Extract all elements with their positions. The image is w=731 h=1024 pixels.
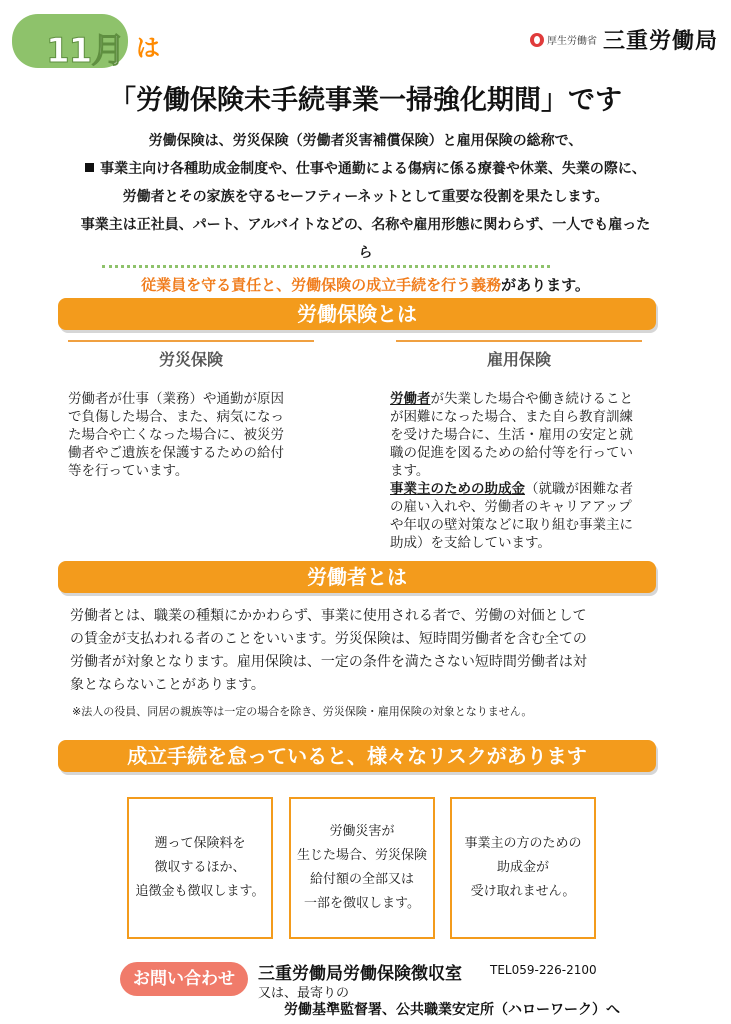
risk-line: 徴収するほか、 <box>154 860 246 875</box>
intro-line-4: 事業主は正社員、パート、アルバイトなどの、名称や雇用形態に関わらず、一人でも雇った <box>80 217 651 233</box>
month-badge-suffix: は <box>136 34 160 62</box>
bureau-name: 三重労働局 <box>603 29 719 54</box>
left-column-line: 等を行っています。 <box>68 463 189 479</box>
contact-badge: お問い合わせ <box>120 962 248 996</box>
right-column-line: が困難になった場合、また自ら教育訓練 <box>390 409 633 425</box>
risk-line: 事業主の方のための <box>464 836 582 851</box>
page-title: 「労働保険未手続事業一掃強化期間」です <box>109 85 622 116</box>
right-column-rule <box>396 340 642 342</box>
risk-line: 助成金が <box>496 860 549 875</box>
contact-phone: TEL059-226-2100 <box>490 963 597 977</box>
dotted-divider <box>102 265 550 268</box>
left-column-line: 労働者が仕事（業務）や通勤が原因 <box>68 391 284 407</box>
right-column-text <box>390 390 660 552</box>
duty-highlight: 従業員を守る責任と、労働保険の成立手続を行う義務 <box>141 276 502 294</box>
intro-line-2 <box>0 158 731 178</box>
ministry-logo-block <box>530 24 718 55</box>
underlined-term: 事業主のための助成金 <box>390 481 525 497</box>
intro-line-3: 労働者とその家族を守るセーフティーネットとして重要な役割を果たします。 <box>122 189 609 205</box>
left-column-heading: 労災保険 <box>158 350 223 369</box>
right-column-line: ます。 <box>390 463 430 479</box>
workers-line: 労働者とは、職業の種類にかかわらず、事業に使用される者で、労働の対価として <box>70 608 587 624</box>
risk-box <box>127 797 273 939</box>
right-column-line <box>390 390 660 408</box>
right-column-line: や年収の壁対策などに取り組む事業主に <box>390 517 633 533</box>
footnote: ※法人の役員、同居の親族等は一定の場合を除き、労災保険・雇用保険の対象となりません。 <box>72 705 533 718</box>
workers-line: の賃金が支払われる者のことをいいます。労災保険は、短時間労働者を含む全ての <box>70 631 587 647</box>
section-heading-labor-insurance: 労働保険とは <box>58 298 656 330</box>
section-heading-risks: 成立手続を怠っていると、様々なリスクがあります <box>58 740 656 772</box>
section-heading-workers: 労働者とは <box>58 561 656 593</box>
underlined-term: 労働者 <box>390 391 431 407</box>
left-column-line: た場合や亡くなった場合に、被災労 <box>68 427 284 443</box>
workers-definition <box>70 605 670 697</box>
month-badge-text: 11月 <box>46 31 125 71</box>
risk-box <box>450 797 596 939</box>
risk-line: 追徴金も徴収します。 <box>135 884 265 899</box>
intro-line-1: 労働保険は、労災保険（労働者災害補償保険）と雇用保険の総称で、 <box>148 133 583 149</box>
contact-or-text: 又は、最寄りの <box>258 986 350 1001</box>
left-column-line: 働者やご遺族を保護するための給付 <box>68 445 284 461</box>
risk-line: 受け取れません。 <box>470 884 576 899</box>
workers-line: 労働者が対象となります。雇用保険は、一定の条件を満たさない短時間労働者は対 <box>70 654 587 670</box>
contact-destination: 労働基準監督署、公共職業安定所（ハローワーク）へ <box>284 1002 620 1018</box>
risk-line: 生じた場合、労災保険 <box>296 848 427 863</box>
risk-line: 給付額の全部又は <box>309 872 414 887</box>
right-column-line: 助成）を支給しています。 <box>390 535 551 551</box>
duty-statement <box>0 274 731 295</box>
intro-line-2-text: 事業主向け各種助成金制度や、仕事や通勤による傷病に係る療養や休業、失業の際に、 <box>100 161 646 177</box>
right-column-fragment: （就職が困難な者 <box>525 481 633 497</box>
right-column-heading: 雇用保険 <box>486 350 551 369</box>
ministry-name-small: 厚生労働省 <box>547 36 597 47</box>
right-column-line: を受けた場合に、生活・雇用の安定と就 <box>390 427 633 443</box>
duty-rest: があります。 <box>501 276 590 294</box>
risk-line: 労働災害が <box>329 824 395 839</box>
right-column-fragment: が失業した場合や働き続けること <box>430 391 633 407</box>
risk-line: 一部を徴収します。 <box>304 896 420 911</box>
intro-line-5: ら <box>358 245 373 261</box>
left-column-line: で負傷した場合、また、病気になっ <box>68 409 284 425</box>
left-column-rule <box>68 340 314 342</box>
left-column-text <box>68 390 328 480</box>
contact-office-name: 三重労働局労働保険徴収室 <box>258 964 462 984</box>
workers-line: 象とならないことがあります。 <box>70 677 265 693</box>
right-column-line <box>390 480 660 498</box>
risk-box <box>289 797 435 939</box>
ministry-logo-icon <box>530 33 544 47</box>
bullet-square-icon <box>85 163 94 172</box>
right-column-line: 職の促進を図るための給付等を行ってい <box>390 445 633 461</box>
risk-line: 遡って保険料を <box>154 836 246 851</box>
right-column-line: の雇い入れや、労働者のキャリアアップ <box>390 499 632 515</box>
month-badge <box>12 14 128 71</box>
